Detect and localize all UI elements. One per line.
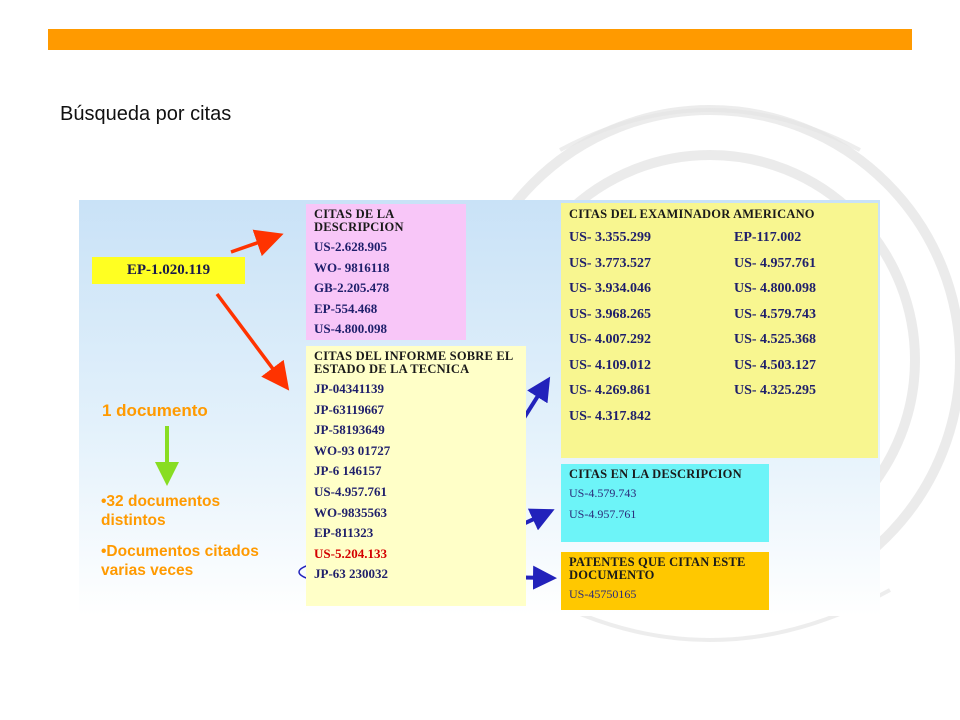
repeated-documents-note: •Documentos citados varias veces [101, 543, 259, 579]
examiner-citations-box [561, 203, 878, 458]
table-row [569, 276, 870, 302]
table-row [569, 404, 870, 430]
one-document-label: 1 documento [102, 401, 208, 420]
table-cell: US- 4.957.761 [734, 255, 817, 271]
list-item: GB-2.205.478 [314, 280, 390, 296]
table-cell: US- 4.800.098 [734, 281, 817, 296]
table-cell: US- 3.773.527 [569, 255, 652, 271]
description-citations-header: CITAS DE LA DESCRIPCION [314, 207, 404, 234]
table-cell: US- 4.109.012 [569, 357, 652, 373]
list-item: JP-63119667 [314, 401, 385, 417]
citation-diagram [79, 200, 880, 616]
highlighted-citation: US-5.204.133 [314, 545, 387, 561]
table-cell: US- 4.325.295 [734, 383, 817, 398]
table-cell: US- 4.269.861 [569, 383, 652, 398]
list-item: US-4.957.761 [569, 507, 637, 521]
list-item: WO-93 01727 [314, 442, 391, 458]
table-cell: US- 3.934.046 [569, 281, 652, 296]
citing-patents-box [561, 552, 769, 610]
table-cell: US- 4.579.743 [734, 306, 817, 322]
list-item: WO- 9816118 [314, 259, 390, 275]
table-cell: EP-117.002 [734, 230, 802, 245]
table-cell: US- 4.525.368 [734, 332, 817, 347]
table-cell: US- 4.503.127 [734, 357, 817, 373]
source-patent: EP-1.020.119 [92, 257, 245, 284]
table-cell: US- 4.007.292 [569, 332, 652, 347]
table-row [569, 302, 870, 328]
list-item: JP-04341139 [314, 381, 385, 396]
slide-title: Búsqueda por citas [60, 103, 232, 125]
list-item: US-4.957.761 [314, 483, 387, 499]
table-cell: US- 3.355.299 [569, 230, 652, 245]
table-row [569, 378, 870, 404]
list-item: US-2.628.905 [314, 239, 387, 254]
list-item: JP-63 230032 [314, 566, 389, 582]
search-report-citations-box [306, 346, 526, 606]
list-item: EP-554.468 [314, 300, 378, 316]
list-item: US-4.579.743 [569, 486, 637, 500]
red-arrow-to-report [217, 294, 285, 385]
description-citations-box [306, 204, 466, 340]
table-cell: US- 3.968.265 [569, 306, 652, 322]
distinct-documents-note: •32 documentos distintos [101, 493, 221, 529]
list-item: WO-9835563 [314, 504, 387, 520]
table-row [569, 251, 870, 277]
citing-patents-header: PATENTES QUE CITAN ESTE DOCUMENTO [569, 555, 746, 582]
cited-in-description-header: CITAS EN LA DESCRIPCION [569, 467, 742, 481]
search-report-header: CITAS DEL INFORME SOBRE EL ESTADO DE LA TECNICA [314, 349, 513, 376]
list-item: JP-6 146157 [314, 463, 382, 479]
table-row [569, 327, 870, 353]
table-cell: US- 4.317.842 [569, 408, 652, 424]
list-item: US-45750165 [569, 587, 637, 601]
list-item: EP-811323 [314, 525, 374, 541]
list-item: US-4.800.098 [314, 321, 387, 337]
list-item: JP-58193649 [314, 422, 385, 438]
table-row [569, 353, 870, 379]
table-row [569, 225, 870, 251]
red-arrow-to-description [231, 236, 277, 252]
cited-in-description-box [561, 464, 769, 542]
examiner-citations-header: CITAS DEL EXAMINADOR AMERICANO [569, 207, 815, 221]
